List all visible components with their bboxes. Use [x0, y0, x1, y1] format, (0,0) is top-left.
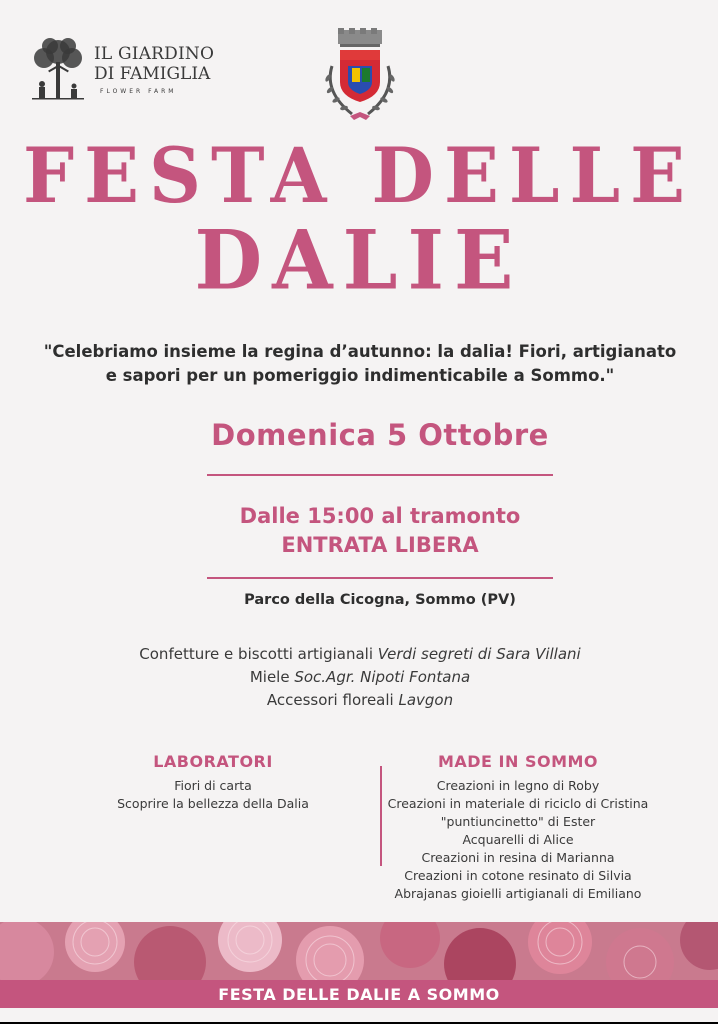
- dahlia-photo-strip: [0, 922, 718, 980]
- made-in-sommo-title: MADE IN SOMMO: [437, 752, 599, 771]
- quote-line-1: "Celebriamo insieme la regina d’autunno: la dalia! Fiori, artigianato: [43, 342, 677, 361]
- logo-line-1: IL GIARDINO: [94, 44, 215, 64]
- municipal-crest-icon: [318, 26, 402, 126]
- event-entry: ENTRATA LIBERA: [281, 533, 479, 557]
- event-date: Domenica 5 Ottobre: [211, 418, 549, 452]
- list-item: Scoprire la bellezza della Dalia: [117, 796, 309, 811]
- list-item: "puntiuncinetto" di Ester: [440, 814, 596, 829]
- list-item: Creazioni in materiale di riciclo di Cristina: [387, 796, 649, 811]
- footer-banner: FESTA DELLE DALIE A SOMMO: [0, 980, 718, 1008]
- divider-bottom: [207, 577, 553, 579]
- quote-line-2: e sapori per un pomeriggio indimenticabile a Sommo.": [105, 366, 615, 385]
- laboratori-title: LABORATORI: [153, 752, 273, 771]
- made-in-sommo-list: [380, 777, 656, 903]
- vendor-item: Accessori floreali Lavgon: [266, 691, 454, 709]
- event-time: [150, 502, 610, 560]
- event-title-line-1: FESTA DELLE: [22, 130, 695, 221]
- vendors-list: [60, 643, 660, 712]
- list-item: Abrajanas gioielli artigianali di Emiliano: [394, 886, 642, 901]
- vendor-item: Miele Soc.Agr. Nipoti Fontana: [249, 668, 471, 686]
- event-quote: [40, 340, 680, 388]
- logo-line-2: DI FAMIGLIA: [94, 64, 211, 84]
- list-item: Creazioni in cotone resinato di Silvia: [404, 868, 632, 883]
- laboratori-list: [100, 777, 326, 813]
- event-place: Parco della Cicogna, Sommo (PV): [244, 592, 516, 608]
- list-item: Creazioni in legno di Roby: [436, 778, 600, 793]
- event-hours: Dalle 15:00 al tramonto: [239, 504, 521, 528]
- footer-margin: [0, 1008, 718, 1022]
- dahlia-flowers-icon: [0, 922, 718, 980]
- list-item: Acquarelli di Alice: [462, 832, 574, 847]
- event-title-line-2: DALIE: [194, 212, 524, 309]
- divider-top: [207, 474, 553, 476]
- list-item: Creazioni in resina di Marianna: [421, 850, 615, 865]
- list-item: Fiori di carta: [174, 778, 252, 793]
- vendor-item: Confetture e biscotti artigianali Verdi segreti di Sara Villani: [139, 645, 581, 663]
- farm-logo: [28, 36, 218, 106]
- logo-tagline: FLOWER FARM: [100, 88, 177, 95]
- tree-icon: [28, 36, 88, 102]
